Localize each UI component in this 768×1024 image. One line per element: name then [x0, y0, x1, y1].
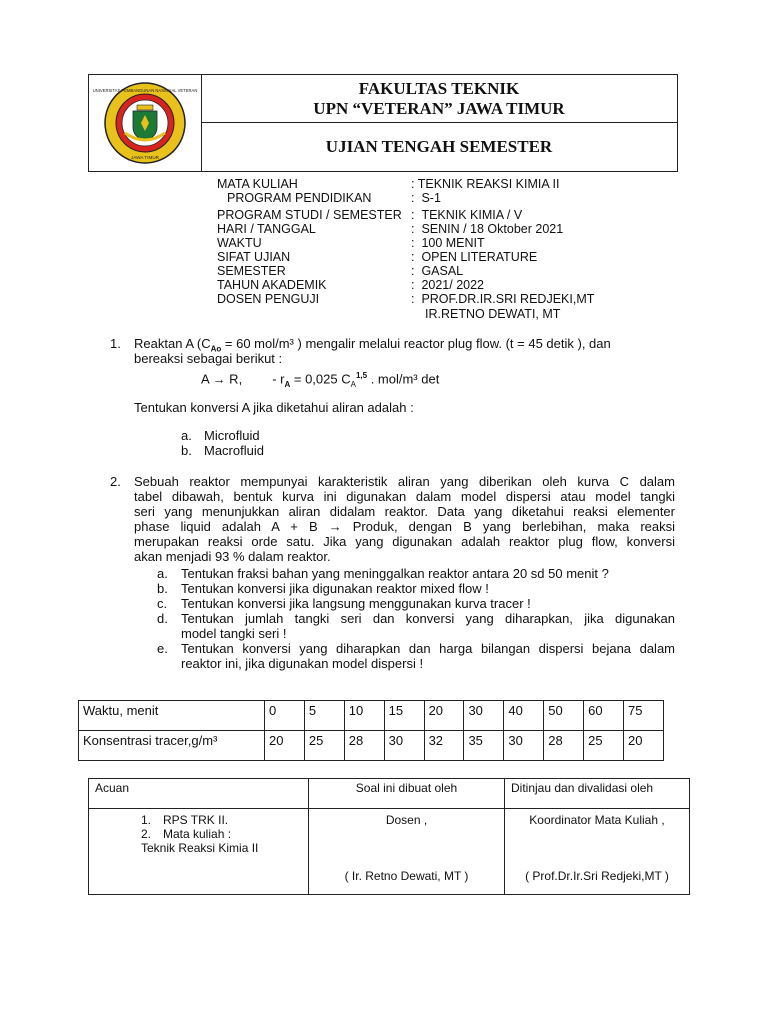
sub-question: e. Tentukan konversi yang diharapkan dan harga bilangan dispersi bejana dalam reaktor ini, jika digunakan model dispersi !	[157, 641, 675, 671]
info-sep: :	[411, 250, 415, 264]
info-value: OPEN LITERATURE	[421, 250, 538, 264]
table-cell: 25	[304, 731, 344, 761]
info-sep: :	[411, 278, 415, 292]
info-sep: :	[411, 191, 415, 205]
info-label: SEMESTER	[217, 264, 286, 278]
faculty-name: FAKULTAS TEKNIK	[358, 79, 520, 98]
validator-role: Koordinator Mata Kuliah ,	[529, 813, 665, 827]
info-sep: :	[411, 264, 415, 278]
info-value: IR.RETNO DEWATI, MT	[425, 307, 561, 321]
exam-title: UJIAN TENGAH SEMESTER	[325, 137, 553, 156]
exam-info	[0, 177, 768, 327]
question-intro-2: bereaksi sebagai berikut :	[134, 351, 283, 366]
table-row-label: Waktu, menit	[79, 701, 265, 731]
sub-question: c. Tentukan konversi jika langsung menggunakan kurva tracer !	[157, 596, 531, 611]
option-text: Macrofluid	[204, 443, 264, 458]
question-task: Tentukan konversi A jika diketahui aliran adalah :	[134, 400, 414, 415]
table-cell: 28	[544, 731, 584, 761]
question-line: seri yang menunjukkan aliran didalam reaktor. Data yang diketahui reaksi elementer	[134, 504, 675, 519]
table-cell: 32	[424, 731, 464, 761]
question-line: tabel dibawah, bentuk kurva ini digunakan dalam model dispersi atau model tangki	[134, 489, 675, 504]
university-name: UPN “VETERAN” JAWA TIMUR	[313, 99, 565, 118]
info-label: HARI / TANGGAL	[217, 222, 316, 236]
question-body	[134, 474, 675, 564]
sub-questions	[157, 566, 675, 671]
reference-cell	[89, 809, 309, 895]
info-value: S-1	[421, 191, 441, 205]
header-title-block	[201, 75, 677, 123]
table-cell: 15	[384, 701, 424, 731]
info-label: WAKTU	[217, 236, 262, 250]
info-value: TEKNIK REAKSI KIMIA II	[417, 177, 560, 191]
table-cell: 75	[624, 701, 664, 731]
table-cell: 20	[424, 701, 464, 731]
table-cell: 20	[265, 731, 305, 761]
validator-cell	[505, 809, 690, 895]
info-label: PROGRAM STUDI / SEMESTER	[217, 208, 402, 222]
reference-text: RPS TRK II.	[163, 813, 229, 827]
info-sep: :	[411, 292, 415, 306]
reference-num: 2.	[141, 827, 152, 841]
info-value: SENIN / 18 Oktober 2021	[421, 222, 564, 236]
table-cell: 35	[464, 731, 504, 761]
validator-name: ( Prof.Dr.Ir.Sri Redjeki,MT )	[525, 869, 669, 883]
info-label: DOSEN PENGUJI	[217, 292, 320, 306]
tracer-data-table	[78, 700, 664, 761]
info-sep: :	[411, 208, 415, 222]
author-header: Soal ini dibuat oleh	[309, 779, 505, 809]
table-cell: 0	[265, 701, 305, 731]
question-line: phase liquid adalah A + B → Produk, dengan B yang berlebihan, maka reaksi	[134, 519, 675, 534]
question-2	[0, 474, 768, 674]
info-value: PROF.DR.IR.SRI REDJEKI,MT	[421, 292, 595, 306]
reaction-equation: A → R, - $r_A = 0,025$ $C_A^{1,5}$ . mol/m³ det	[201, 371, 440, 389]
table-cell: 30	[384, 731, 424, 761]
exam-header	[88, 74, 678, 172]
info-label: SIFAT UJIAN	[217, 250, 291, 264]
question-line: akan menjadi 93 % dalam reaktor.	[134, 549, 331, 564]
table-row-label: Konsentrasi tracer,g/m³	[79, 731, 265, 761]
approval-table	[88, 778, 690, 895]
validator-header: Ditinjau dan divalidasi oleh	[505, 779, 690, 809]
table-cell: 20	[624, 731, 664, 761]
question-line: Sebuah reaktor mempunyai karakteristik aliran yang diberikan oleh kurva C dalam	[134, 474, 675, 489]
logo-text-bottom: JAWA TIMUR	[131, 155, 159, 160]
table-cell: 30	[504, 731, 544, 761]
sub-question: b. Tentukan konversi jika digunakan reaktor mixed flow !	[157, 581, 489, 596]
table-row	[89, 809, 690, 895]
reference-num: 1.	[141, 813, 152, 827]
info-label: PROGRAM PENDIDIKAN	[227, 191, 372, 205]
reference-header: Acuan	[89, 779, 309, 809]
option-letter: b.	[181, 443, 192, 458]
option-text: Microfluid	[204, 428, 260, 443]
table-cell: 60	[584, 701, 624, 731]
table-cell: 28	[344, 731, 384, 761]
question-1	[0, 335, 768, 460]
author-role: Dosen ,	[385, 813, 428, 827]
info-value: 100 MENIT	[421, 236, 485, 250]
reference-text: Mata kuliah :	[163, 827, 232, 841]
question-intro: Reaktan A ($C_{Ao} = 60$ mol/m³ ) mengalir melalui reactor plug flow. (t = 45 detik ), dan	[134, 336, 611, 354]
table-cell: 5	[304, 701, 344, 731]
table-row	[89, 779, 690, 809]
info-sep: :	[411, 222, 415, 236]
info-label: TAHUN AKADEMIK	[217, 278, 327, 292]
info-value: 2021/ 2022	[421, 278, 484, 292]
info-label: MATA KULIAH	[217, 177, 298, 191]
question-number: 2.	[110, 474, 121, 489]
table-cell: 40	[504, 701, 544, 731]
author-cell	[309, 809, 505, 895]
logo-cell	[89, 75, 202, 171]
option-letter: a.	[181, 428, 192, 443]
table-row	[79, 731, 664, 761]
question-number: 1.	[110, 336, 121, 351]
table-cell: 30	[464, 701, 504, 731]
table-cell: 25	[584, 731, 624, 761]
table-cell: 10	[344, 701, 384, 731]
info-sep: :	[411, 236, 415, 250]
logo-text-top: UNIVERSITAS PEMBANGUNAN NASIONAL VETERAN	[92, 88, 198, 93]
sub-question: a. Tentukan fraksi bahan yang meninggalkan reaktor antara 20 sd 50 menit ?	[157, 566, 609, 581]
university-logo	[92, 81, 198, 165]
sub-question: d. Tentukan jumlah tangki seri dan konversi yang diharapkan, jika digunakan model tangki seri !	[157, 611, 675, 641]
reference-course: Teknik Reaksi Kimia II	[141, 841, 259, 855]
question-line: merupakan reaksi orde satu. Jika yang digunakan adalah reaktor plug flow, konversi	[134, 534, 675, 549]
info-sep: :	[411, 177, 415, 191]
author-name: ( Ir. Retno Dewati, MT )	[344, 869, 469, 883]
table-cell: 50	[544, 701, 584, 731]
info-value: TEKNIK KIMIA / V	[421, 208, 523, 222]
info-value: GASAL	[421, 264, 464, 278]
table-row	[79, 701, 664, 731]
